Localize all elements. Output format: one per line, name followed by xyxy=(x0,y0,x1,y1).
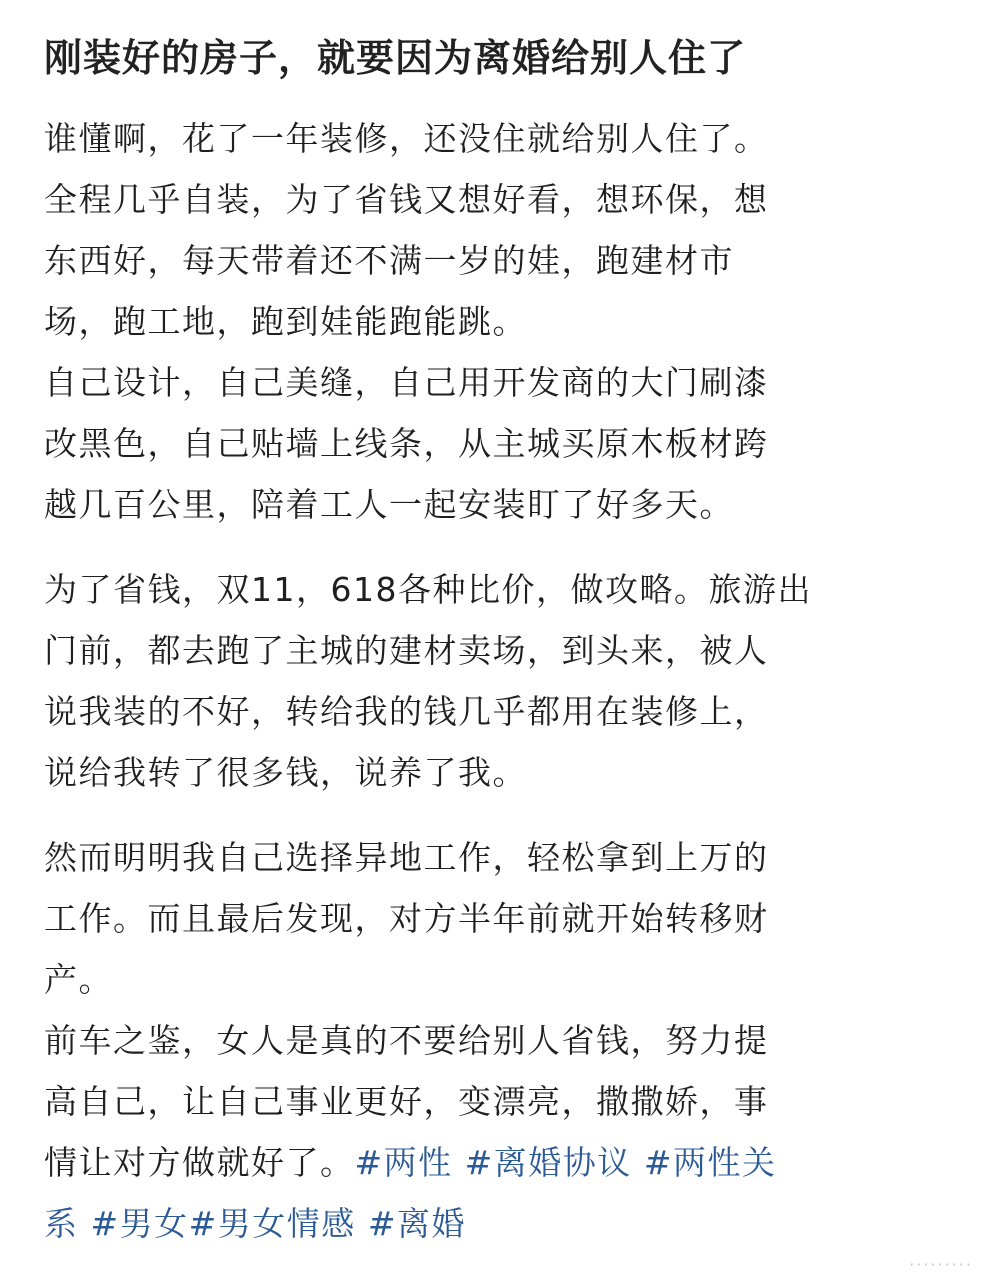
paragraph-line: 改黑色，自己贴墙上线条，从主城买原木板材跨 xyxy=(44,424,769,463)
paragraph-line: 高自己，让自己事业更好，变漂亮，撒撒娇，事 xyxy=(44,1082,769,1121)
paragraph-2 xyxy=(44,559,944,803)
post-title: 刚装好的房子，就要因为离婚给别人住了 xyxy=(44,36,747,80)
paragraph-gap xyxy=(44,535,944,559)
paragraph-line: 说给我转了很多钱，说养了我。 xyxy=(44,753,527,792)
hashtag-link[interactable]: 系 xyxy=(44,1204,79,1243)
hashtag-link[interactable]: #离婚 xyxy=(367,1204,466,1243)
hashtag-link[interactable]: #两性关 xyxy=(643,1143,777,1182)
paragraph-line: 场，跑工地，跑到娃能跑能跳。 xyxy=(44,302,527,341)
hashtag-link[interactable]: #男女 xyxy=(90,1204,189,1243)
paragraph-line: 谁懂啊，花了一年装修，还没住就给别人住了。 xyxy=(44,119,769,158)
hashtag-link[interactable]: #两性 xyxy=(354,1143,453,1182)
hashtag-link[interactable]: #离婚协议 xyxy=(464,1143,632,1182)
paragraph-line: 全程几乎自装，为了省钱又想好看，想环保，想 xyxy=(44,180,769,219)
paragraph-line: 为了省钱，双11，618各种比价，做攻略。旅游出 xyxy=(44,570,812,609)
hashtag-link[interactable]: #男女情感 xyxy=(188,1204,356,1243)
watermark: ········· xyxy=(909,1255,973,1274)
paragraph-1 xyxy=(44,108,944,535)
paragraph-line: 自己设计，自己美缝，自己用开发商的大门刷漆 xyxy=(44,363,769,402)
paragraph-line: 产。 xyxy=(44,960,113,999)
hashtag-line xyxy=(44,1193,944,1254)
post-container xyxy=(44,28,944,1254)
paragraph-line: 前车之鉴，女人是真的不要给别人省钱，努力提 xyxy=(44,1021,769,1060)
paragraph-line: 工作。而且最后发现，对方半年前就开始转移财 xyxy=(44,899,769,938)
paragraph-line: 然而明明我自己选择异地工作，轻松拿到上万的 xyxy=(44,838,769,877)
paragraph-gap xyxy=(44,803,944,827)
paragraph-text: 情让对方做就好了。 xyxy=(44,1143,355,1182)
paragraph-line: 门前，都去跑了主城的建材卖场，到头来，被人 xyxy=(44,631,769,670)
paragraph-line: 说我装的不好，转给我的钱几乎都用在装修上， xyxy=(44,692,769,731)
paragraph-line: 东西好，每天带着还不满一岁的娃，跑建材市 xyxy=(44,241,734,280)
paragraph-line: 越几百公里，陪着工人一起安装盯了好多天。 xyxy=(44,485,734,524)
paragraph-3 xyxy=(44,827,944,1254)
paragraph-line-with-tags xyxy=(44,1132,944,1193)
